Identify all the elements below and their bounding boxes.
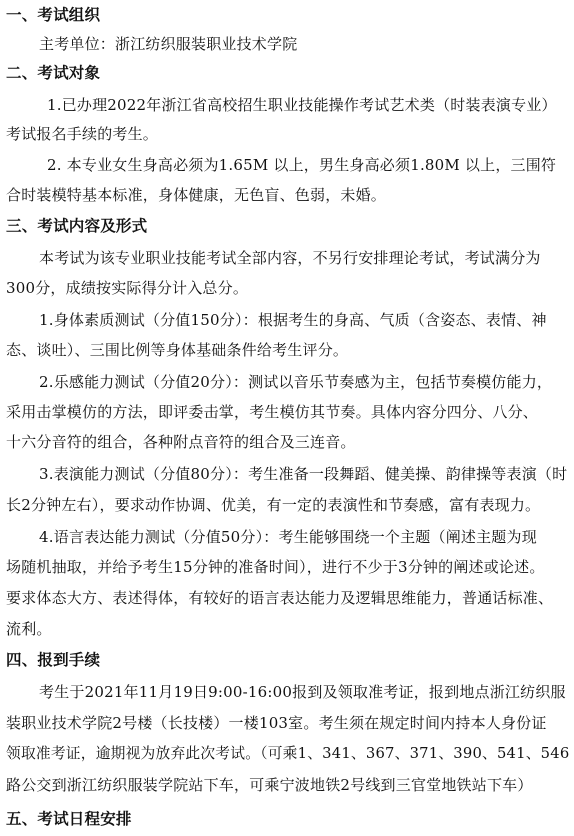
section-3-heading: 三、考试内容及形式 xyxy=(6,217,148,235)
target-item-2-line-1: 2. 本专业女生身高必须为1.65M 以上，男生身高必须1.80M 以上，三围符 xyxy=(47,156,557,174)
section-5-heading: 五、考试日程安排 xyxy=(6,810,132,828)
test-2-line-2: 采用击掌模仿的方法，即评委击掌，考生模仿其节奏。具体内容分四分、八分、 xyxy=(6,403,539,421)
target-item-1-line-1: 1.已办理2022年浙江省高校招生职业技能操作考试艺术类（时装表演专业） xyxy=(47,96,557,114)
target-item-1-line-2: 考试报名手续的考生。 xyxy=(6,125,159,143)
test-1-line-2: 态、谈吐）、三围比例等身体基础条件给考生评分。 xyxy=(6,341,349,359)
registration-line-1: 考生于2021年11月19日9:00-16:00报到及领取准考证，报到地点浙江纺织服 xyxy=(39,683,566,701)
registration-line-2: 装职业技术学院2号楼（长技楼）一楼103室。考生须在规定时间内持本人身份证 xyxy=(6,714,547,732)
test-4-line-1: 4.语言表达能力测试（分值50分）：考生能够围绕一个主题（阐述主题为现 xyxy=(39,528,537,546)
test-2-line-1: 2.乐感能力测试（分值20分）：测试以音乐节奏感为主，包括节奏模仿能力， xyxy=(39,373,553,391)
test-1-line-1: 1.身体素质测试（分值150分）：根据考生的身高、气质（含姿态、表情、神 xyxy=(39,311,547,329)
content-intro-line-1: 本考试为该专业职业技能考试全部内容，不另行安排理论考试，考试满分为 xyxy=(39,249,541,267)
test-3-line-2: 长2分钟左右），要求动作协调、优美，有一定的表演性和节奏感，富有表现力。 xyxy=(6,496,541,514)
registration-line-4: 路公交到浙江纺织服装学院站下车，可乘宁波地铁2号线到三官堂地铁站下车） xyxy=(6,776,533,794)
test-4-line-2: 场随机抽取，并给予考生15分钟的准备时间），进行不少于3分钟的阐述或论述。 xyxy=(6,558,545,576)
test-3-line-1: 3.表演能力测试（分值80分）：考生准备一段舞蹈、健美操、韵律操等表演（时 xyxy=(39,465,568,483)
organizer-line: 主考单位：浙江纺织服装职业技术学院 xyxy=(39,35,298,53)
section-2-heading: 二、考试对象 xyxy=(6,64,101,82)
target-item-2-line-2: 合时装模特基本标准，身体健康，无色盲、色弱，未婚。 xyxy=(6,186,387,204)
test-2-line-3: 十六分音符的组合，各种附点音符的组合及三连音。 xyxy=(6,433,356,451)
section-4-heading: 四、报到手续 xyxy=(6,651,101,669)
test-4-line-4: 流利。 xyxy=(6,620,52,638)
content-intro-line-2: 300分，成绩按实际得分计入总分。 xyxy=(6,279,249,297)
section-1-heading: 一、考试组织 xyxy=(6,6,101,24)
test-4-line-3: 要求体态大方、表述得体，有较好的语言表达能力及逻辑思维能力，普通话标准、 xyxy=(6,589,554,607)
registration-line-3: 领取准考证，逾期视为放弃此次考试。（可乘1、341、367、371、390、541、546 xyxy=(6,745,570,762)
